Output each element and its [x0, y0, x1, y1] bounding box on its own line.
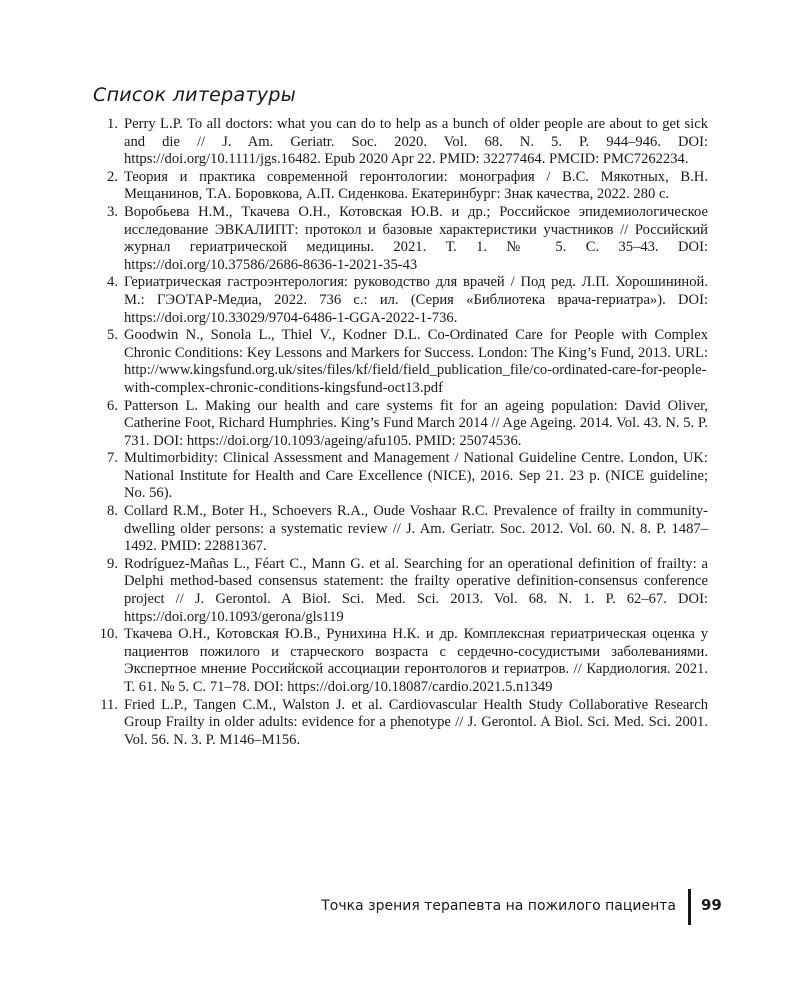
reference-list	[92, 116, 708, 749]
reference-number: 7.	[107, 450, 118, 467]
reference-item	[92, 169, 708, 204]
reference-item	[92, 327, 708, 397]
reference-text: Воробьева Н.М., Ткачева О.Н., Котовская Ю.В. и др.; Российское эпидемиологическое исследование ЭВКАЛИПТ: протокол и базовые характеристики участников // Российский журнал гериатрической медицины. 2021. Т. 1. № 5. С. 35–43. DOI: https://doi.org/10.37586/2686-8636-1-2021-35-43	[124, 203, 708, 273]
page-number: 99	[701, 896, 722, 914]
reference-number: 4.	[107, 274, 118, 291]
reference-text: Multimorbidity: Clinical Assessment and Management / National Guideline Centre. London, UK: National Institute for Health and Care Excellence (NICE), 2016. Sep 21. 23 p. (NICE guideline; No. 56).	[124, 450, 708, 502]
reference-item	[92, 116, 708, 169]
reference-item	[92, 450, 708, 503]
reference-number: 9.	[107, 555, 118, 572]
reference-number: 8.	[107, 503, 118, 520]
reference-text: Теория и практика современной геронтологии: монография / В.С. Мякотных, В.Н. Мещанинов, Т.А. Боровкова, А.П. Сиденкова. Екатеринбург: Знак качества, 2022. 280 с.	[124, 168, 708, 203]
reference-text: Perry L.P. To all doctors: what you can do to help as a bunch of older people are about to get sick and die // J. Am. Geriatr. Soc. 2020. Vol. 68. N. 5. P. 944–946. DOI: https://doi.org/10.1111/jgs.16482. Epub 2020 Apr 22. PMID: 32277464. PMCID: PMC7262234.	[124, 116, 708, 168]
reference-text: Ткачева О.Н., Котовская Ю.В., Рунихина Н.К. и др. Комплексная гериатрическая оценка у пациентов пожилого и старческого возраста с сердечно-сосудистыми заболеваниями. Экспертное мнение Российской ассоциации геронтологов и гериатров. // Кардиология. 2021. Т. 61. № 5. С. 71–78. DOI: https://doi.org/10.18087/cardio.2021.5.n1349	[124, 626, 708, 695]
reference-text: Patterson L. Making our health and care systems fit for an ageing population: David Oliver, Catherine Foot, Richard Humphries. King’s Fund March 2014 // Age Ageing. 2014. Vol. 43. N. 5. P. 731. DOI: https://doi.org/10.1093/ageing/afu105. PMID: 25074536.	[124, 397, 708, 449]
running-footer-title: Точка зрения терапевта на пожилого пациента	[321, 898, 676, 914]
reference-text: Goodwin N., Sonola L., Thiel V., Kodner D.L. Co-Ordinated Care for People with Complex Chronic Conditions: Key Lessons and Markers for Success. London: The King’s Fund, 2013. URL: http://www.kingsfund.org.uk/sites/files/kf/field/field_publication_file/co-ordinated-care-for-people-with-complex-chronic-conditions-kingsfund-oct13.pdf	[124, 327, 708, 396]
reference-text: Fried L.P., Tangen C.M., Walston J. et al. Cardiovascular Health Study Collaborative Research Group Frailty in older adults: evidence for a phenotype // J. Gerontol. A Biol. Sci. Med. Sci. 2001. Vol. 56. N. 3. P. M146–M156.	[124, 696, 708, 748]
reference-text: Collard R.M., Boter H., Schoevers R.A., Oude Voshaar R.C. Prevalence of frailty in community-dwelling older persons: a systematic review // J. Am. Geriatr. Soc. 2012. Vol. 60. N. 8. P. 1487–1492. PMID: 22881367.	[124, 503, 708, 555]
reference-number: 1.	[107, 116, 118, 132]
reference-item	[92, 503, 708, 556]
reference-item	[92, 556, 708, 626]
footer-divider	[688, 889, 691, 925]
reference-number: 11.	[100, 696, 118, 713]
reference-number: 3.	[107, 203, 118, 220]
reference-text: Rodríguez-Mañas L., Féart C., Mann G. et al. Searching for an operational definition of frailty: a Delphi method-based consensus statement: the frailty operative definition-consensus conference project // J. Gerontol. A Biol. Sci. Med. Sci. 2013. Vol. 68. N. 1. P. 62–67. DOI: https://doi.org/10.1093/gerona/gls119	[124, 555, 708, 625]
reference-item	[92, 626, 708, 696]
reference-number: 5.	[107, 327, 118, 344]
reference-item	[92, 274, 708, 327]
reference-item	[92, 204, 708, 274]
reference-number: 10.	[99, 626, 118, 643]
reference-text: Гериатрическая гастроэнтерология: руководство для врачей / Под ред. Л.П. Хорошининой. М.: ГЭОТАР-Медиа, 2022. 736 с.: ил. (Серия «Библиотека врача-гериатра»). DOI: https://doi.org/10.33029/9704-6486-1-GGA-2022-1-736.	[124, 274, 708, 326]
page-heading: Список литературы	[93, 84, 297, 106]
reference-number: 2.	[107, 168, 118, 185]
reference-item	[92, 398, 708, 451]
reference-item	[92, 697, 708, 750]
reference-number: 6.	[107, 397, 118, 414]
